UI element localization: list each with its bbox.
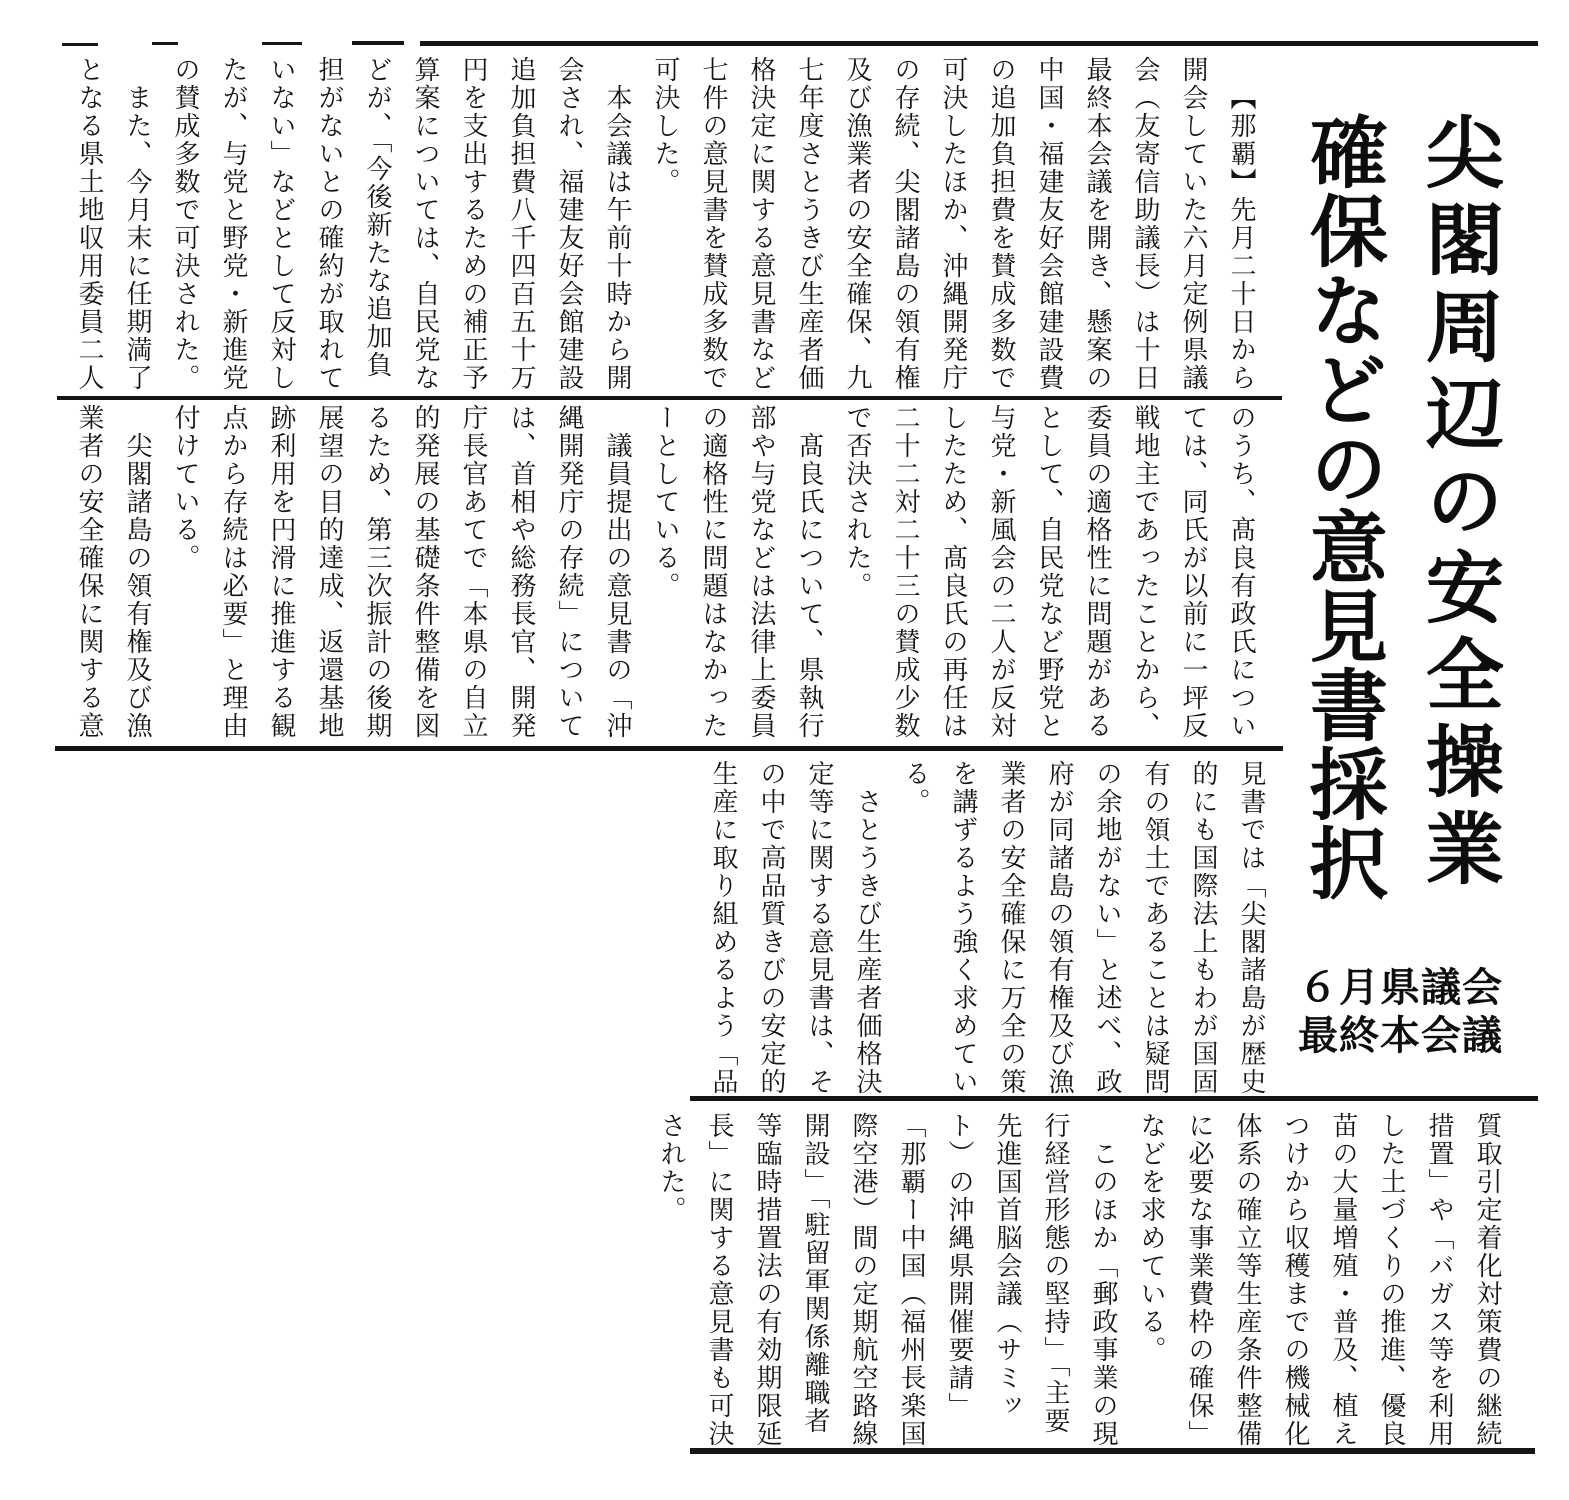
article-block-4	[656, 1112, 1511, 1448]
para-land-committee-start: また、今月末に任期満了となる県土地収用委員二人	[74, 56, 152, 392]
para-land-committee-cont: のうち、髙良有政氏については、同氏が以前に一坪反戦地主であったことから、委員の適格性に問題があるとして、自民党など野党と与党・新風会の二人が反対したため、髙良氏の再任は二十二対二十三の賛成少数で否決された。	[842, 404, 1256, 740]
para-senkaku-start: 尖閣諸島の領有権及び漁業者の安全確保に関する意	[74, 404, 152, 740]
subhead-line-1: ６月県議会	[1298, 965, 1503, 1011]
article-block-1	[60, 56, 1265, 394]
para-sugarcane-cont: 質取引定着化対策費の継続措置」や「バガス等を利用した土づくりの推進、優良苗の大量増殖・普及、植えつけから収穫までの機械化体系の確立等生産条件整備に必要な事業費枠の確保」などを求めている。	[1136, 1112, 1502, 1448]
para-takara-eligibility: 髙良氏について、県執行部や与党などは法律上委員の適格性に問題はなかったーとしている。	[650, 404, 824, 740]
headline-line-1: 尖閣周辺の安全操業	[1412, 112, 1503, 895]
article-block-3	[695, 760, 1275, 1096]
para-lead: 【那覇】先月二十日から開会していた六月定例県議会（友寄信助議長）は十日最終本会議を開き、懸案の中国・福建友好会館建設費の追加負担費を賛成多数で可決したほか、沖縄開発庁の存続、尖閣諸島の領有権及び漁業者の安全確保、九七年度さとうきび生産者価格決定に関する意見書など七件の意見書を賛成多数で可決した。	[650, 56, 1256, 392]
para-other-opinions: このほか「郵政事業の現行経営形態の堅持」「主要先進国首脳会議（サミット）の沖縄県開催要請」「那覇ー中国（福州長楽国際空港）間の定期航空路線開設」「駐留軍関係離職者等臨時措置法の有効期限延長」に関する意見書も可決された。	[656, 1112, 1118, 1448]
subhead-line-2: 最終本会議	[1298, 1013, 1503, 1059]
para-sugarcane-start: さとうきび生産者価格決定等に関する意見書は、その中で高品質きびの安定的生産に取り組めるよう「品	[708, 760, 882, 1096]
para-budget-vote: 本会議は午前十時から開会され、福建友好会館建設追加負担費八千四百五十万円を支出するための補正予算案については、自民党などが、「今後新たな追加負担がないとの確約が取れていない」などとして反対したが、与党と野党・新進党の賛成多数で可決された。	[170, 56, 632, 392]
divider-top-dash-3	[262, 42, 302, 45]
divider-band4-bottom	[690, 1448, 1535, 1454]
divider-top-dash-2	[152, 42, 178, 45]
divider-band4-top	[690, 1096, 1538, 1101]
article-block-2	[60, 404, 1265, 742]
divider-top-dash-4	[352, 41, 404, 45]
subhead	[1298, 964, 1513, 1060]
divider-top	[420, 41, 1538, 46]
divider-top-dash-1	[62, 43, 98, 46]
para-okinawa-dev-agency: 議員提出の意見書の「沖縄開発庁の存続」については、首相や総務長官、開発庁長官あてで「本県の自立的発展の基礎条件整備を図るため、第三次振計の後期展望の目的達成、返還基地跡利用を円滑に推進する観点から存続は必要」と理由付けている。	[170, 404, 632, 740]
para-senkaku-cont: 見書では「尖閣諸島が歴史的にも国際法上もわが国固有の領土であることは疑問の余地がない」と述べ、政府が同諸島の領有権及び漁業者の安全確保に万全の策を講ずるよう強く求めている。	[900, 760, 1266, 1096]
headline-line-2: 確保などの意見書採択	[1296, 112, 1387, 902]
divider-band2-bottom	[55, 746, 1283, 751]
divider-band1-bottom	[57, 396, 1282, 400]
